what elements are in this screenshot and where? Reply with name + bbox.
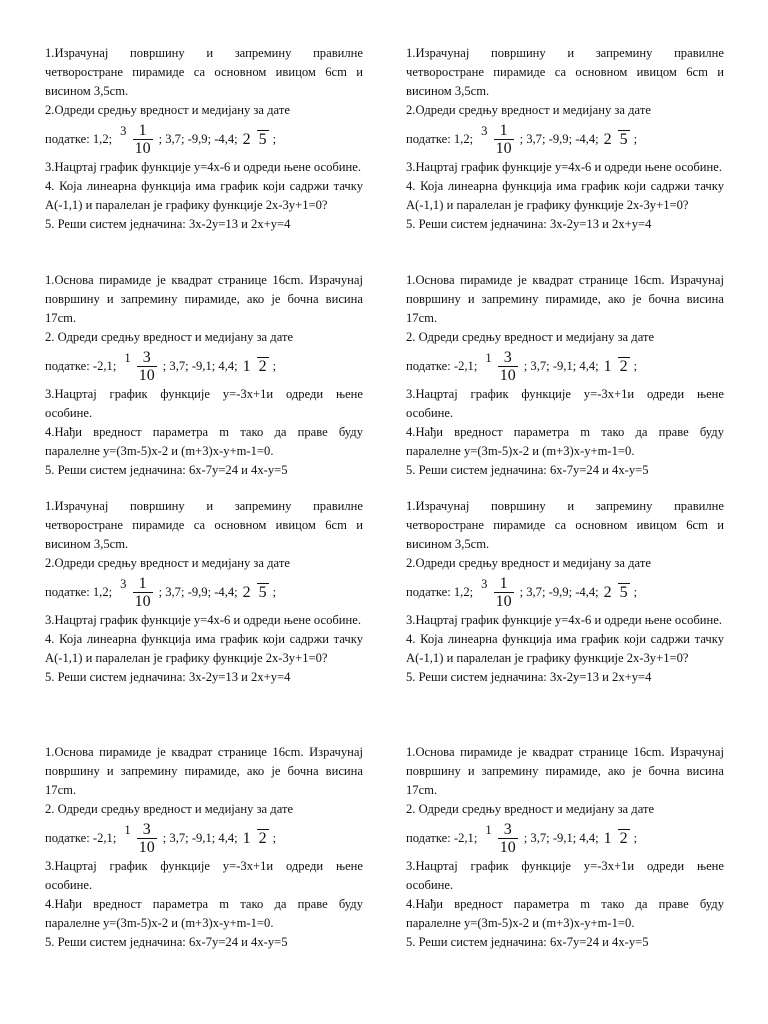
question-2-data bbox=[406, 120, 724, 158]
mixed-whole: 3 bbox=[481, 123, 488, 138]
mixed-number bbox=[481, 575, 517, 610]
q2-end: ; bbox=[272, 131, 277, 146]
question-2-data bbox=[406, 347, 724, 385]
numerator: 1 bbox=[603, 829, 612, 847]
question-2-data bbox=[45, 573, 363, 611]
denominator: 10 bbox=[499, 838, 516, 856]
question-3: 3.Нацртај график функције y=-3x+1и одреди њене особине. bbox=[406, 859, 724, 892]
numerator: 1 bbox=[499, 574, 508, 592]
question-5: 5. Реши систем једначина: 3x-2y=13 и 2x+y=4 bbox=[406, 670, 652, 684]
fraction bbox=[498, 821, 518, 856]
q2-middle: ; 3,7; -9,9; -4,4; bbox=[519, 131, 599, 146]
question-1: 1.Израчунај површину и запремину правилне четворостране пирамиде са основном ивицом 6cm и висином 3,5cm. bbox=[406, 499, 724, 551]
task-sheet-variant-b bbox=[45, 271, 363, 480]
question-3: 3.Нацртај график функције y=4x-6 и одреди њене особине. bbox=[406, 613, 723, 627]
question-5: 5. Реши систем једначина: 6x-7y=24 и 4x-y=5 bbox=[45, 935, 288, 949]
question-2-data bbox=[45, 819, 363, 857]
question-5: 5. Реши систем једначина: 6x-7y=24 и 4x-y=5 bbox=[45, 463, 288, 477]
fraction bbox=[241, 584, 269, 601]
question-4: 4. Која линеарна функција има график који садржи тачку A(-1,1) и паралелан је графику функције 2x-3y+1=0? bbox=[406, 632, 724, 665]
numerator: 1 bbox=[499, 121, 508, 139]
denominator: 2 bbox=[258, 829, 267, 847]
denominator: 2 bbox=[619, 357, 628, 375]
fraction bbox=[498, 349, 518, 384]
question-4: 4.Нађи вредност параметра m тако да праве буду паралелне y=(3m-5)x-2 и (m+3)x-y+m-1=0. bbox=[406, 425, 724, 458]
mixed-whole: 3 bbox=[120, 576, 127, 591]
question-4: 4. Која линеарна функција има график који садржи тачку A(-1,1) и паралелан је графику функције 2x-3y+1=0? bbox=[406, 179, 724, 212]
numerator: 2 bbox=[603, 583, 612, 601]
fraction bbox=[602, 131, 630, 148]
q2-prefix: податке: 1,2; bbox=[45, 584, 113, 599]
mixed-number bbox=[481, 122, 517, 157]
fraction bbox=[137, 349, 157, 384]
question-1: 1.Израчунај површину и запремину правилне четворостране пирамиде са основном ивицом 6cm и висином 3,5cm. bbox=[406, 46, 724, 98]
q2-end: ; bbox=[272, 584, 277, 599]
q2-middle: ; 3,7; -9,9; -4,4; bbox=[519, 584, 599, 599]
mixed-number bbox=[485, 349, 521, 384]
denominator: 5 bbox=[619, 130, 628, 148]
numerator: 1 bbox=[242, 357, 251, 375]
fraction bbox=[494, 575, 514, 610]
numerator: 1 bbox=[138, 121, 147, 139]
question-5: 5. Реши систем једначина: 3x-2y=13 и 2x+y=4 bbox=[45, 217, 291, 231]
task-sheet-variant-a bbox=[45, 497, 363, 687]
denominator: 10 bbox=[134, 592, 151, 610]
fraction bbox=[602, 830, 630, 847]
question-5: 5. Реши систем једначина: 6x-7y=24 и 4x-y=5 bbox=[406, 463, 649, 477]
mixed-whole: 1 bbox=[485, 350, 492, 365]
q2-prefix: податке: -2,1; bbox=[45, 830, 117, 845]
fraction bbox=[133, 575, 153, 610]
denominator: 2 bbox=[258, 357, 267, 375]
question-2-data bbox=[406, 573, 724, 611]
denominator: 10 bbox=[499, 366, 516, 384]
question-2-data bbox=[45, 347, 363, 385]
question-3: 3.Нацртај график функције y=-3x+1и одреди њене особине. bbox=[406, 387, 724, 420]
fraction bbox=[241, 830, 269, 847]
question-1: 1.Основа пирамиде је квадрат странице 16cm. Израчунај површину и запремину пирамиде, ако је бочна висина 17cm. bbox=[45, 745, 363, 797]
task-sheet-variant-a bbox=[45, 44, 363, 234]
denominator: 5 bbox=[258, 583, 267, 601]
fraction bbox=[241, 131, 269, 148]
denominator: 2 bbox=[619, 829, 628, 847]
fraction bbox=[241, 358, 269, 375]
fraction bbox=[602, 358, 630, 375]
question-2-intro: 2. Одреди средњу вредност и медијану за дате bbox=[406, 802, 655, 816]
q2-prefix: податке: 1,2; bbox=[45, 131, 113, 146]
question-3: 3.Нацртај график функције y=4x-6 и одреди њене особине. bbox=[45, 613, 362, 627]
q2-middle: ; 3,7; -9,1; 4,4; bbox=[162, 358, 238, 373]
numerator: 3 bbox=[142, 820, 151, 838]
question-1: 1.Основа пирамиде је квадрат странице 16cm. Израчунај површину и запремину пирамиде, ако је бочна висина 17cm. bbox=[406, 273, 724, 325]
mixed-number bbox=[120, 122, 156, 157]
q2-end: ; bbox=[272, 830, 277, 845]
q2-middle: ; 3,7; -9,1; 4,4; bbox=[523, 830, 599, 845]
mixed-number bbox=[124, 349, 160, 384]
q2-prefix: податке: -2,1; bbox=[45, 358, 117, 373]
denominator: 10 bbox=[495, 139, 512, 157]
question-1: 1.Израчунај површину и запремину правилне четворостране пирамиде са основном ивицом 6cm и висином 3,5cm. bbox=[45, 499, 363, 551]
fraction bbox=[494, 122, 514, 157]
question-2-intro: 2.Одреди средњу вредност и медијану за дате bbox=[406, 103, 651, 117]
question-5: 5. Реши систем једначина: 3x-2y=13 и 2x+y=4 bbox=[45, 670, 291, 684]
question-2-intro: 2. Одреди средњу вредност и медијану за дате bbox=[45, 802, 294, 816]
question-2-data bbox=[406, 819, 724, 857]
denominator: 5 bbox=[619, 583, 628, 601]
question-2-intro: 2.Одреди средњу вредност и медијану за дате bbox=[406, 556, 651, 570]
q2-end: ; bbox=[633, 131, 638, 146]
task-sheet-variant-b bbox=[406, 743, 724, 952]
question-2-intro: 2. Одреди средњу вредност и медијану за дате bbox=[45, 330, 294, 344]
denominator: 10 bbox=[134, 139, 151, 157]
fraction bbox=[133, 122, 153, 157]
numerator: 3 bbox=[142, 348, 151, 366]
mixed-whole: 1 bbox=[124, 350, 131, 365]
mixed-number bbox=[120, 575, 156, 610]
question-2-data bbox=[45, 120, 363, 158]
numerator: 1 bbox=[603, 357, 612, 375]
task-sheet-variant-a bbox=[406, 497, 724, 687]
numerator: 2 bbox=[242, 583, 251, 601]
question-5: 5. Реши систем једначина: 6x-7y=24 и 4x-y=5 bbox=[406, 935, 649, 949]
question-4: 4. Која линеарна функција има график који садржи тачку A(-1,1) и паралелан је графику функције 2x-3y+1=0? bbox=[45, 632, 363, 665]
task-sheet-variant-b bbox=[45, 743, 363, 952]
mixed-whole: 3 bbox=[481, 576, 488, 591]
q2-end: ; bbox=[633, 584, 638, 599]
q2-end: ; bbox=[272, 358, 277, 373]
question-3: 3.Нацртај график функције y=4x-6 и одреди њене особине. bbox=[45, 160, 362, 174]
mixed-number bbox=[124, 821, 160, 856]
denominator: 10 bbox=[138, 838, 155, 856]
question-1: 1.Израчунај површину и запремину правилне четворостране пирамиде са основном ивицом 6cm и висином 3,5cm. bbox=[45, 46, 363, 98]
numerator: 3 bbox=[503, 820, 512, 838]
mixed-whole: 3 bbox=[120, 123, 127, 138]
numerator: 1 bbox=[242, 829, 251, 847]
question-4: 4. Која линеарна функција има график који садржи тачку A(-1,1) и паралелан је графику функције 2x-3y+1=0? bbox=[45, 179, 363, 212]
q2-middle: ; 3,7; -9,9; -4,4; bbox=[158, 584, 238, 599]
q2-middle: ; 3,7; -9,9; -4,4; bbox=[158, 131, 238, 146]
question-2-intro: 2.Одреди средњу вредност и медијану за дате bbox=[45, 103, 290, 117]
denominator: 5 bbox=[258, 130, 267, 148]
q2-end: ; bbox=[633, 358, 638, 373]
q2-middle: ; 3,7; -9,1; 4,4; bbox=[162, 830, 238, 845]
q2-prefix: податке: 1,2; bbox=[406, 584, 474, 599]
question-3: 3.Нацртај график функције y=-3x+1и одреди њене особине. bbox=[45, 387, 363, 420]
denominator: 10 bbox=[138, 366, 155, 384]
question-1: 1.Основа пирамиде је квадрат странице 16cm. Израчунај површину и запремину пирамиде, ако је бочна висина 17cm. bbox=[406, 745, 724, 797]
mixed-whole: 1 bbox=[485, 822, 492, 837]
q2-prefix: податке: -2,1; bbox=[406, 830, 478, 845]
q2-end: ; bbox=[633, 830, 638, 845]
numerator: 1 bbox=[138, 574, 147, 592]
numerator: 2 bbox=[603, 130, 612, 148]
q2-prefix: податке: 1,2; bbox=[406, 131, 474, 146]
q2-prefix: податке: -2,1; bbox=[406, 358, 478, 373]
question-2-intro: 2. Одреди средњу вредност и медијану за дате bbox=[406, 330, 655, 344]
task-sheet-variant-a bbox=[406, 44, 724, 234]
question-1: 1.Основа пирамиде је квадрат странице 16cm. Израчунај површину и запремину пирамиде, ако је бочна висина 17cm. bbox=[45, 273, 363, 325]
q2-middle: ; 3,7; -9,1; 4,4; bbox=[523, 358, 599, 373]
question-2-intro: 2.Одреди средњу вредност и медијану за дате bbox=[45, 556, 290, 570]
question-4: 4.Нађи вредност параметра m тако да праве буду паралелне y=(3m-5)x-2 и (m+3)x-y+m-1=0. bbox=[406, 897, 724, 930]
numerator: 2 bbox=[242, 130, 251, 148]
mixed-whole: 1 bbox=[124, 822, 131, 837]
denominator: 10 bbox=[495, 592, 512, 610]
numerator: 3 bbox=[503, 348, 512, 366]
mixed-number bbox=[485, 821, 521, 856]
question-3: 3.Нацртај график функције y=4x-6 и одреди њене особине. bbox=[406, 160, 723, 174]
question-4: 4.Нађи вредност параметра m тако да праве буду паралелне y=(3m-5)x-2 и (m+3)x-y+m-1=0. bbox=[45, 425, 363, 458]
question-5: 5. Реши систем једначина: 3x-2y=13 и 2x+y=4 bbox=[406, 217, 652, 231]
question-3: 3.Нацртај график функције y=-3x+1и одреди њене особине. bbox=[45, 859, 363, 892]
task-sheet-variant-b bbox=[406, 271, 724, 480]
fraction bbox=[602, 584, 630, 601]
question-4: 4.Нађи вредност параметра m тако да праве буду паралелне y=(3m-5)x-2 и (m+3)x-y+m-1=0. bbox=[45, 897, 363, 930]
fraction bbox=[137, 821, 157, 856]
